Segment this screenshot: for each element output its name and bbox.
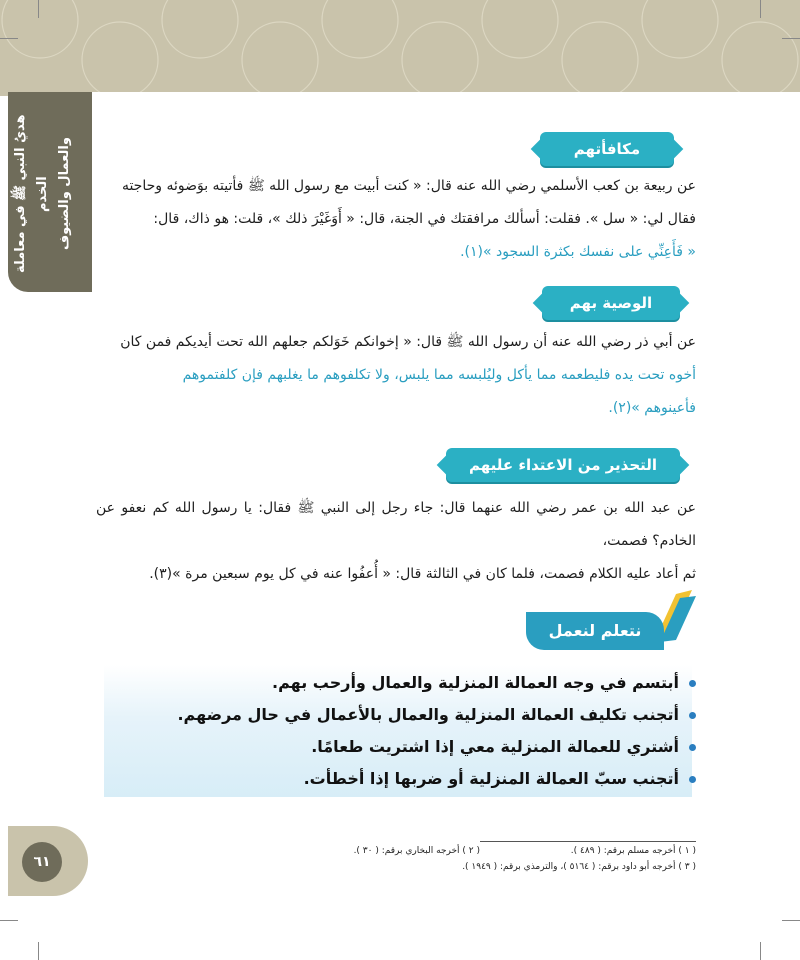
bullet-icon [689, 712, 696, 719]
section-title-rewarding: مكافأتهم [540, 132, 674, 166]
learn-item-text: أبتسم في وجه العمالة المنزلية والعمال وأرحب بهم. [272, 673, 679, 692]
chapter-title-line1: هديُ النبي ﷺ في معاملة الخدم [13, 114, 50, 274]
paragraph-line: فقال لي: « سل ». فقلت: أسألك مرافقتك في الجنة، قال: « أَوَغَيْرَ ذلك »، قلت: هو ذاك، قال: [153, 211, 696, 227]
section-title-recommendation: الوصية بهم [542, 286, 680, 320]
learn-item-text: أشتري للعمالة المنزلية معي إذا اشتريت طعامًا. [311, 737, 679, 756]
footnote-3: ( ٣ ) أخرجه أبو داود برقم: ( ٥١٦٤ )، والترمذي برقم: ( ١٩٤٩ ). [462, 862, 696, 872]
paragraph-line: عن أبي ذر رضي الله عنه أن رسول الله ﷺ قال: « إخوانكم خَوَلكم جعلهم الله تحت أيديكم فمن كان [120, 334, 696, 350]
learn-item-text: أتجنب تكليف العمالة المنزلية والعمال بالأعمال في حال مرضهم. [177, 705, 679, 724]
paragraph-line: ثم أعاد عليه الكلام فصمت، فلما كان في الثالثة قال: « أُعفُوا عنه في كل يوم سبعين مرة »(٣). [149, 566, 696, 582]
learn-title: نتعلم لنعمل [526, 612, 664, 650]
page-number: ٦١ [22, 842, 62, 882]
paragraph-line: عن عبد الله بن عمر رضي الله عنهما قال: جاء رجل إلى النبي ﷺ فقال: يا رسول الله كم نعفو عن الخادم؟ فصمت، [96, 500, 696, 549]
learn-item [177, 700, 696, 730]
section-text-rewarding [96, 170, 696, 269]
footnote-2: ( ٢ ) أخرجه البخاري برقم: ( ٣٠ ). [353, 846, 480, 856]
paragraph-line: أخوه تحت يده فليطعمه مما يأكل وليُلبسه مما يلبس، ولا تكلفوهم ما يغلبهم فإن كلفتموهم [182, 367, 696, 383]
crop-mark [38, 0, 39, 18]
bullet-icon [689, 680, 696, 687]
crop-mark [38, 942, 39, 960]
section-title-warning: التحذير من الاعتداء عليهم [446, 448, 680, 482]
chapter-title-line2: والعمال والضيوف [57, 137, 72, 251]
section-text-recommendation [96, 326, 696, 425]
learn-item-text: أتجنب سبّ العمالة المنزلية أو ضربها إذا أخطأت. [303, 769, 679, 788]
chapter-title [10, 96, 90, 292]
learn-item [272, 668, 696, 698]
crop-mark [0, 920, 18, 921]
crop-mark [0, 38, 18, 39]
paragraph-line: عن ربيعة بن كعب الأسلمي رضي الله عنه قال: « كنت أبيت مع رسول الله ﷺ فأتيته بوَضوئه وحاجته [121, 178, 696, 194]
bullet-icon [689, 776, 696, 783]
crop-mark [760, 0, 761, 18]
crop-mark [760, 942, 761, 960]
header-pattern-band [0, 0, 800, 96]
crop-mark [782, 920, 800, 921]
learn-item [304, 764, 696, 794]
learn-item [311, 732, 696, 762]
paragraph-line: فأعينوهم »(٢). [608, 400, 696, 416]
bullet-icon [689, 744, 696, 751]
paragraph-line: « فَأَعِنِّي على نفسك بكثرة السجود »(١). [460, 244, 696, 260]
footnote-divider [480, 841, 696, 842]
footnote-1: ( ١ ) أخرجه مسلم برقم: ( ٤٨٩ ). [570, 846, 696, 856]
geometric-pattern [0, 0, 800, 96]
section-text-warning [96, 492, 696, 591]
crop-mark [782, 38, 800, 39]
